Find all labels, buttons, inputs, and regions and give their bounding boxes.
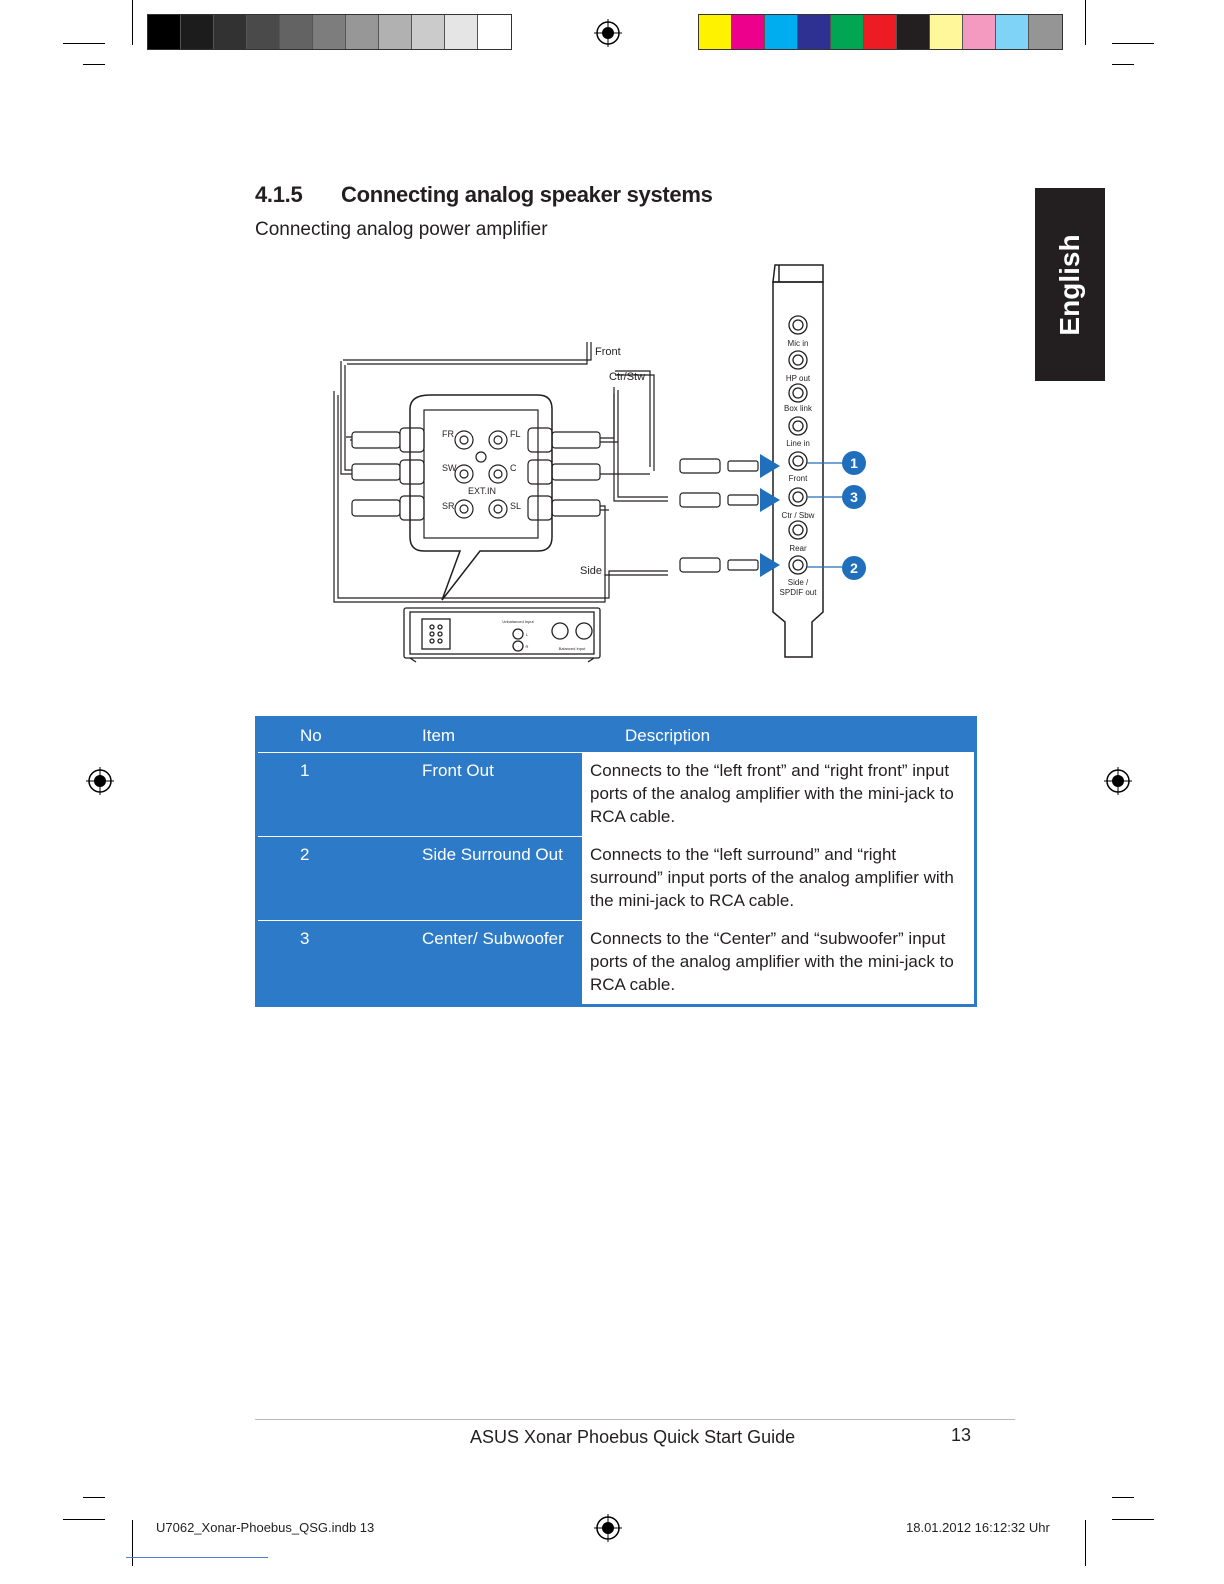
language-tab bbox=[1035, 188, 1105, 381]
slug-file: U7062_Xonar-Phoebus_QSG.indb 13 bbox=[156, 1520, 375, 1535]
ports-table bbox=[255, 716, 977, 1007]
calibration-swatch bbox=[831, 15, 864, 49]
section-heading bbox=[255, 182, 713, 208]
rca-plugs-left bbox=[352, 428, 424, 520]
calibration-swatch bbox=[699, 15, 732, 49]
port-label-hp-out: HP out bbox=[785, 374, 811, 383]
calibration-swatch bbox=[148, 15, 181, 49]
port-label-rear: Rear bbox=[789, 544, 807, 553]
footer-title: ASUS Xonar Phoebus Quick Start Guide bbox=[470, 1427, 796, 1447]
amp-input-jacks bbox=[455, 431, 507, 518]
calibration-swatch bbox=[214, 15, 247, 49]
language-tab-label: English bbox=[1054, 233, 1085, 336]
port-label-front: Front bbox=[788, 474, 808, 483]
cable-label-front: Front bbox=[595, 346, 621, 358]
grayscale-calibration-bar bbox=[147, 14, 512, 50]
calibration-swatch bbox=[280, 15, 313, 49]
calibration-swatch bbox=[930, 15, 963, 49]
power-amplifier bbox=[404, 608, 600, 662]
registration-mark-icon bbox=[1104, 767, 1132, 795]
sound-card-bracket bbox=[773, 265, 823, 657]
header-description: Description bbox=[625, 725, 711, 745]
registration-mark-icon bbox=[86, 767, 114, 795]
cell-item: Side Surround Out bbox=[382, 837, 582, 921]
callout-label-2: 2 bbox=[850, 560, 858, 576]
mini-jack-plugs bbox=[680, 459, 758, 572]
amp-port-sw: SW bbox=[442, 463, 457, 473]
cable-label-side: Side bbox=[580, 565, 603, 577]
registration-mark-icon bbox=[594, 1514, 622, 1542]
calibration-swatch bbox=[996, 15, 1029, 49]
connection-diagram bbox=[320, 262, 880, 672]
calibration-swatch bbox=[412, 15, 445, 49]
slug-date: 18.01.2012 16:12:32 Uhr bbox=[906, 1520, 1050, 1535]
port-label-box-link: Box link bbox=[783, 404, 813, 413]
cell-description: Connects to the “left front” and “right front” input ports of the analog amplifier with the mini-jack to RCA cable. bbox=[582, 753, 976, 837]
color-calibration-bar bbox=[698, 14, 1063, 50]
calibration-swatch bbox=[897, 15, 930, 49]
calibration-swatch bbox=[445, 15, 478, 49]
amp-port-l: L bbox=[525, 632, 529, 637]
header-no: No bbox=[300, 725, 322, 745]
cell-description: Connects to the “Center” and “subwoofer” input ports of the analog amplifier with the mini-jack to RCA cable. bbox=[582, 921, 976, 1006]
cell-item: Front Out bbox=[382, 753, 582, 837]
cable-label-ctr: Ctr/Stw bbox=[609, 371, 646, 383]
amp-unbalanced-label: Unbalanced Input bbox=[502, 619, 534, 624]
calibration-swatch bbox=[765, 15, 798, 49]
callout-label-1: 1 bbox=[850, 455, 858, 471]
port-label-line-in: Line in bbox=[786, 439, 810, 448]
insert-arrows bbox=[760, 454, 780, 577]
amp-port-r: R bbox=[525, 644, 529, 649]
calibration-swatch bbox=[478, 15, 511, 49]
registration-mark-icon bbox=[594, 19, 622, 47]
page-number: 13 bbox=[951, 1425, 972, 1445]
calibration-swatch bbox=[313, 15, 346, 49]
table-row bbox=[257, 837, 976, 921]
calibration-swatch bbox=[732, 15, 765, 49]
calibration-swatch bbox=[346, 15, 379, 49]
calibration-swatch bbox=[379, 15, 412, 49]
port-label-side: Side / bbox=[787, 578, 809, 587]
port-label-spdif-out: SPDIF out bbox=[779, 588, 817, 597]
section-title: Connecting analog speaker systems bbox=[341, 182, 713, 207]
calibration-swatch bbox=[798, 15, 831, 49]
calibration-swatch bbox=[864, 15, 897, 49]
cell-no: 3 bbox=[257, 921, 383, 1006]
subheading: Connecting analog power amplifier bbox=[255, 219, 548, 240]
amp-port-sl: SL bbox=[510, 501, 522, 511]
rca-plugs-right bbox=[528, 428, 600, 520]
slug-underline bbox=[126, 1557, 268, 1558]
port-label-ctr-sbw: Ctr / Sbw bbox=[781, 511, 815, 520]
table-row bbox=[257, 753, 976, 837]
amp-balanced-label: Balanced Input bbox=[558, 646, 586, 651]
section-number: 4.1.5 bbox=[255, 182, 303, 207]
calibration-swatch bbox=[181, 15, 214, 49]
port-label-mic-in: Mic in bbox=[787, 339, 809, 348]
footer-rule bbox=[255, 1419, 1015, 1420]
cell-no: 2 bbox=[257, 837, 383, 921]
amp-port-c: C bbox=[510, 463, 517, 473]
amp-port-fr: FR bbox=[442, 429, 454, 439]
table-row bbox=[257, 921, 976, 1006]
callout-label-3: 3 bbox=[850, 489, 858, 505]
cell-description: Connects to the “left surround” and “right surround” input ports of the analog amplifier with the mini-jack to RCA cable. bbox=[582, 837, 976, 921]
ext-in-label: EXT.IN bbox=[468, 486, 497, 496]
cell-item: Center/ Subwoofer bbox=[382, 921, 582, 1006]
calibration-swatch bbox=[1029, 15, 1062, 49]
table-header-row bbox=[257, 718, 976, 753]
calibration-swatch bbox=[247, 15, 280, 49]
amp-port-fl: FL bbox=[510, 429, 521, 439]
header-item: Item bbox=[422, 725, 456, 745]
cell-no: 1 bbox=[257, 753, 383, 837]
amp-port-sr: SR bbox=[442, 501, 455, 511]
calibration-swatch bbox=[963, 15, 996, 49]
